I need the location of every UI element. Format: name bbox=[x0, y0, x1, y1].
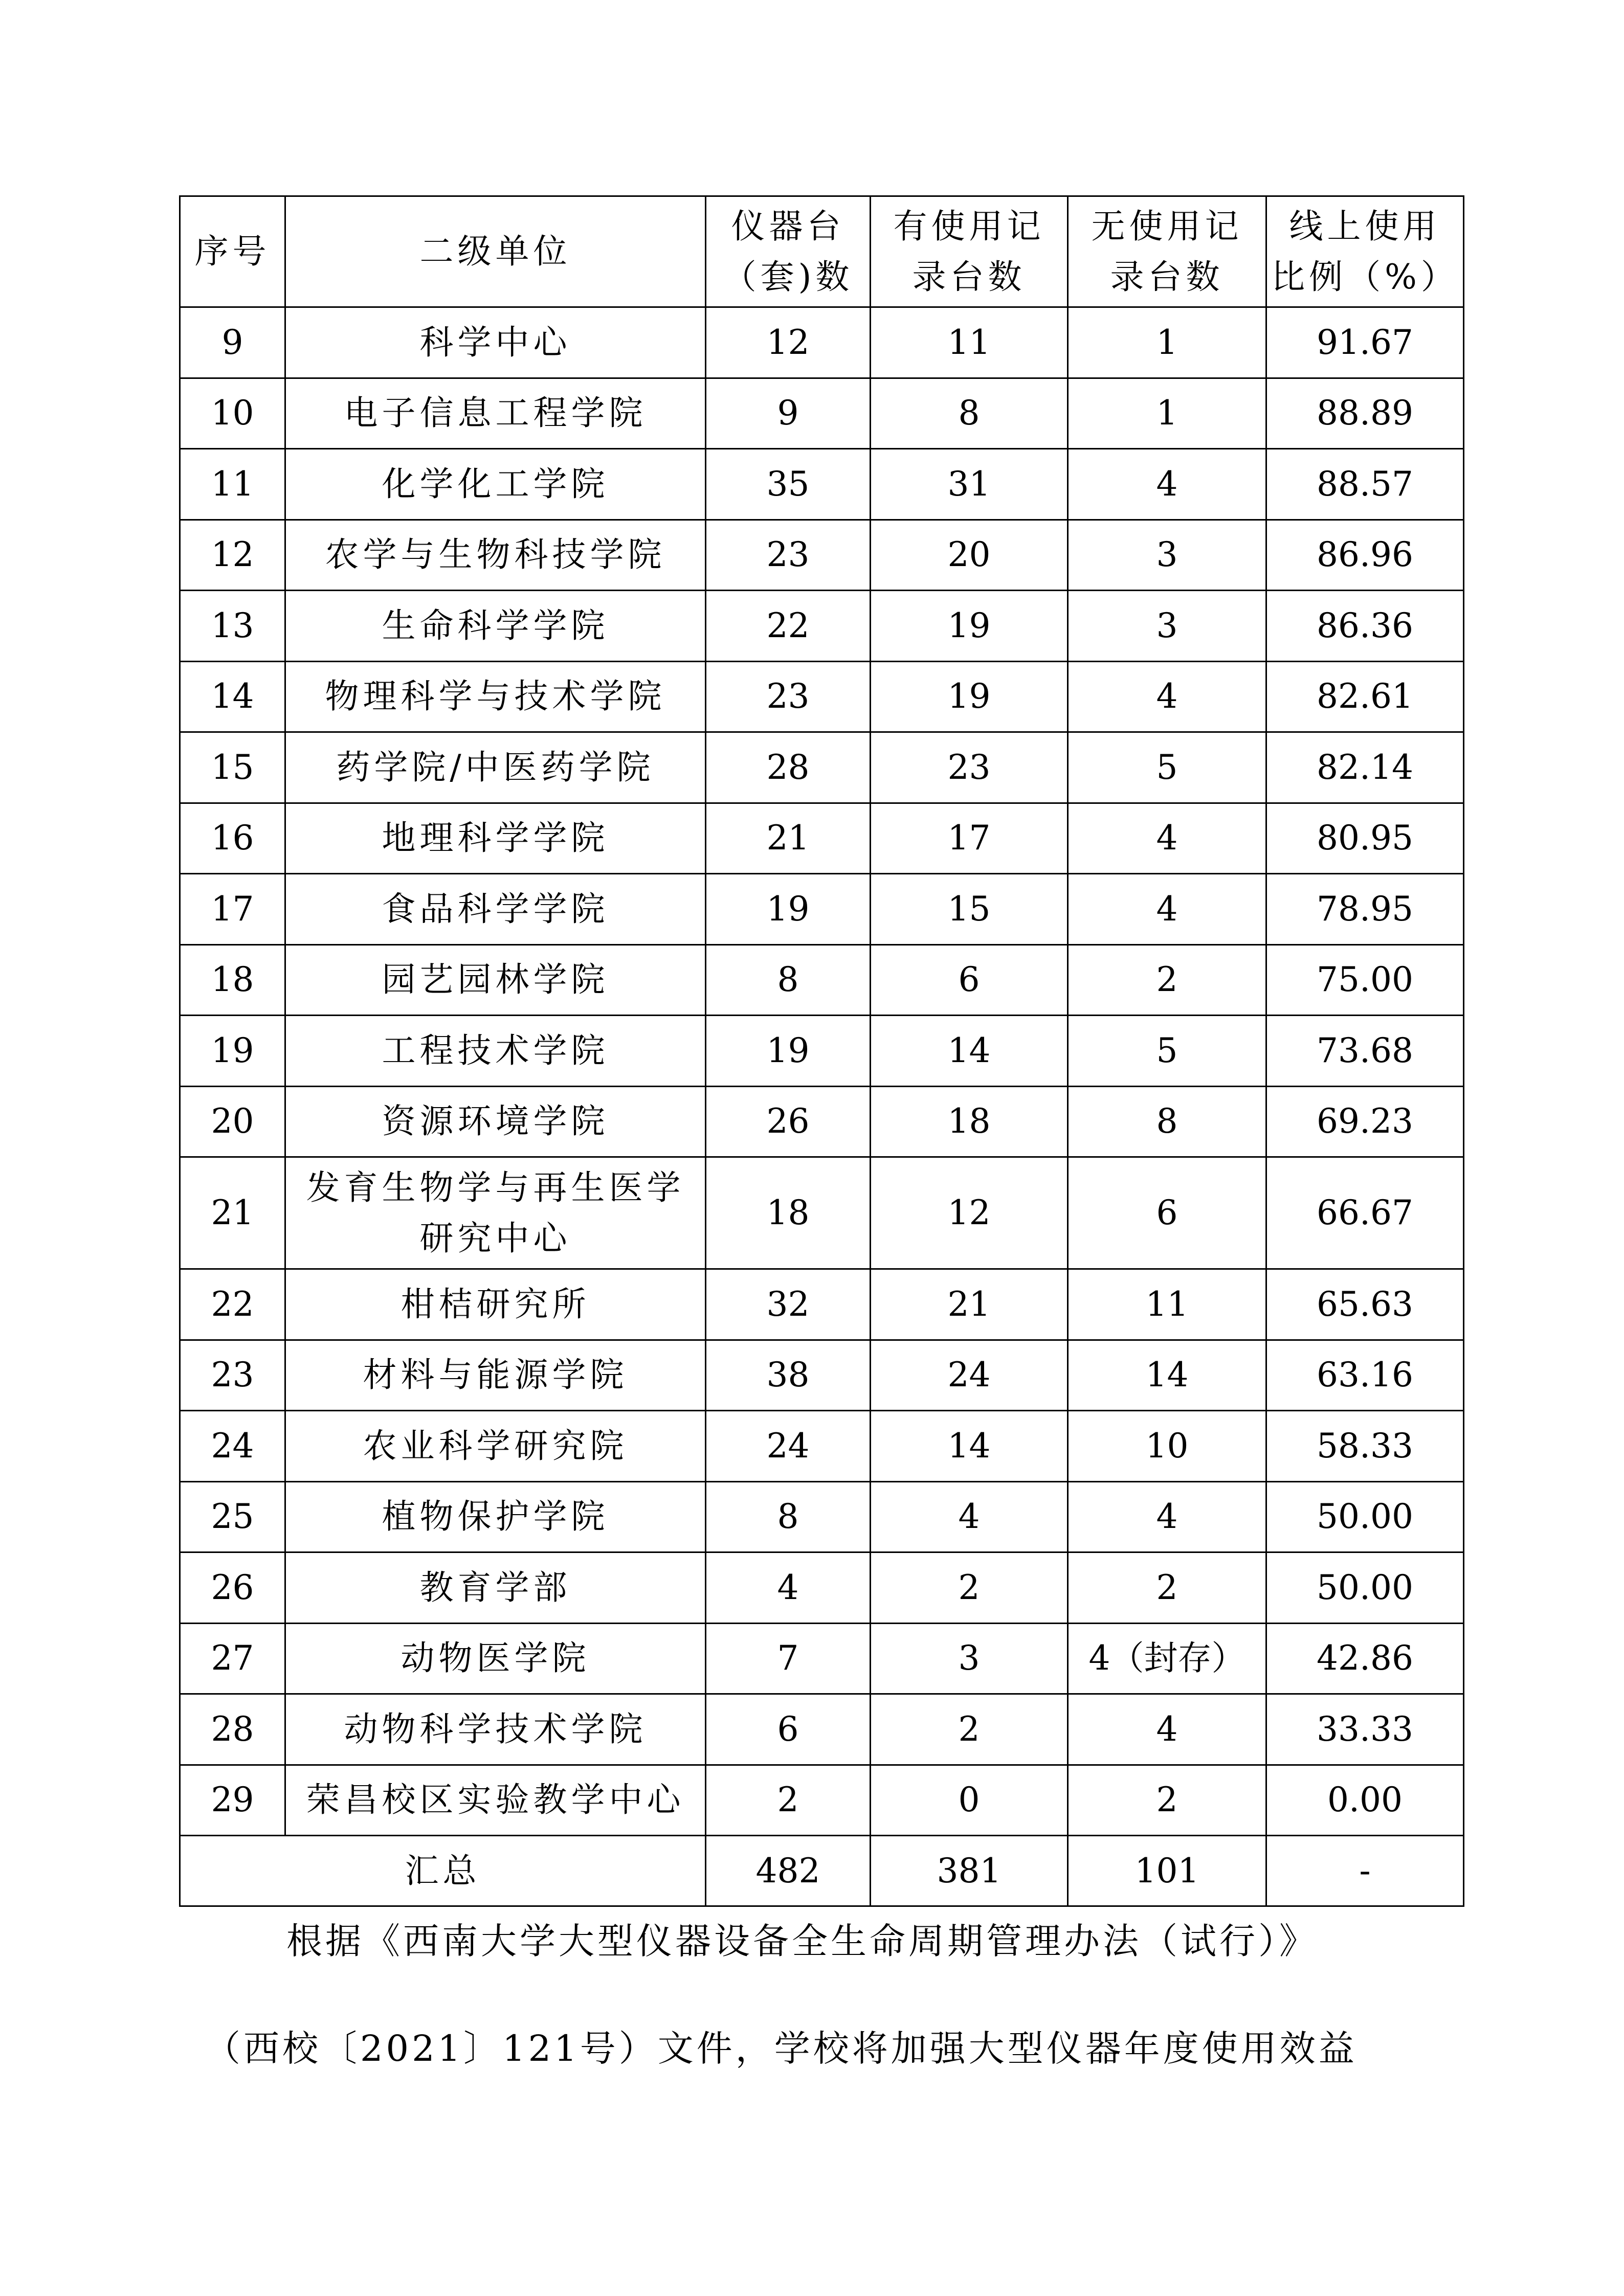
cell-unit: 农学与生物科技学院 bbox=[285, 520, 706, 591]
cell-no: 17 bbox=[180, 874, 285, 945]
summary-label: 汇总 bbox=[180, 1836, 706, 1906]
header-no: 序号 bbox=[180, 196, 285, 307]
cell-no: 13 bbox=[180, 591, 285, 662]
header-ratio bbox=[1266, 196, 1464, 307]
cell-unit-line2: 研究中心 bbox=[419, 1219, 571, 1258]
cell-unit: 电子信息工程学院 bbox=[285, 378, 706, 449]
table-row bbox=[180, 661, 1464, 732]
table-row bbox=[180, 1340, 1464, 1411]
cell-used: 0 bbox=[871, 1765, 1068, 1836]
cell-unused: 3 bbox=[1068, 591, 1266, 662]
cell-unit bbox=[285, 1157, 706, 1269]
header-used-line1: 有使用记 bbox=[893, 207, 1045, 246]
summary-unused: 101 bbox=[1068, 1836, 1266, 1906]
cell-used: 31 bbox=[871, 449, 1068, 520]
header-total-line1: 仪器台 bbox=[731, 207, 845, 246]
body-paragraph-line-2: （西校〔2021〕121号）文件，学校将加强大型仪器年度使用效益 bbox=[205, 2028, 1358, 2069]
table-row bbox=[180, 1157, 1464, 1269]
header-ratio-line1: 线上使用 bbox=[1289, 207, 1441, 246]
cell-unit: 食品科学学院 bbox=[285, 874, 706, 945]
cell-unused: 14 bbox=[1068, 1340, 1266, 1411]
cell-no: 27 bbox=[180, 1623, 285, 1694]
cell-unit: 化学化工学院 bbox=[285, 449, 706, 520]
cell-total: 28 bbox=[706, 732, 871, 803]
header-total-line2: （套)数 bbox=[722, 257, 854, 297]
cell-used: 2 bbox=[871, 1694, 1068, 1765]
cell-unused: 5 bbox=[1068, 732, 1266, 803]
summary-row bbox=[180, 1836, 1464, 1906]
cell-no: 16 bbox=[180, 803, 285, 874]
summary-used: 381 bbox=[871, 1836, 1068, 1906]
cell-no: 9 bbox=[180, 307, 285, 378]
cell-used: 8 bbox=[871, 378, 1068, 449]
cell-unit: 园艺园林学院 bbox=[285, 944, 706, 1016]
cell-unused: 2 bbox=[1068, 944, 1266, 1016]
table-row bbox=[180, 1481, 1464, 1552]
cell-no: 12 bbox=[180, 520, 285, 591]
cell-total: 8 bbox=[706, 944, 871, 1016]
cell-no: 29 bbox=[180, 1765, 285, 1836]
cell-ratio: 50.00 bbox=[1266, 1481, 1464, 1552]
cell-unit: 生命科学学院 bbox=[285, 591, 706, 662]
cell-unused: 11 bbox=[1068, 1269, 1266, 1340]
cell-ratio: 82.14 bbox=[1266, 732, 1464, 803]
cell-no: 20 bbox=[180, 1086, 285, 1157]
cell-unit: 动物科学技术学院 bbox=[285, 1694, 706, 1765]
cell-total: 12 bbox=[706, 307, 871, 378]
cell-total: 21 bbox=[706, 803, 871, 874]
cell-no: 19 bbox=[180, 1016, 285, 1087]
cell-total: 35 bbox=[706, 449, 871, 520]
cell-unused: 5 bbox=[1068, 1016, 1266, 1087]
cell-total: 7 bbox=[706, 1623, 871, 1694]
cell-unit: 材料与能源学院 bbox=[285, 1340, 706, 1411]
cell-no: 28 bbox=[180, 1694, 285, 1765]
cell-unit: 动物医学院 bbox=[285, 1623, 706, 1694]
cell-unit: 农业科学研究院 bbox=[285, 1411, 706, 1482]
cell-used: 14 bbox=[871, 1016, 1068, 1087]
cell-total: 8 bbox=[706, 1481, 871, 1552]
cell-unit: 物理科学与技术学院 bbox=[285, 661, 706, 732]
cell-ratio: 91.67 bbox=[1266, 307, 1464, 378]
cell-unit: 教育学部 bbox=[285, 1552, 706, 1624]
cell-no: 22 bbox=[180, 1269, 285, 1340]
table-row bbox=[180, 1623, 1464, 1694]
cell-total: 9 bbox=[706, 378, 871, 449]
cell-unit: 资源环境学院 bbox=[285, 1086, 706, 1157]
cell-ratio: 75.00 bbox=[1266, 944, 1464, 1016]
cell-unit: 植物保护学院 bbox=[285, 1481, 706, 1552]
cell-total: 32 bbox=[706, 1269, 871, 1340]
cell-ratio: 69.23 bbox=[1266, 1086, 1464, 1157]
cell-used: 20 bbox=[871, 520, 1068, 591]
header-used bbox=[871, 196, 1068, 307]
table-row bbox=[180, 874, 1464, 945]
table-row bbox=[180, 378, 1464, 449]
cell-unused: 1 bbox=[1068, 307, 1266, 378]
header-unused bbox=[1068, 196, 1266, 307]
cell-used: 11 bbox=[871, 307, 1068, 378]
table-row bbox=[180, 1552, 1464, 1624]
cell-used: 3 bbox=[871, 1623, 1068, 1694]
cell-unused: 4 bbox=[1068, 449, 1266, 520]
cell-unused: 4（封存） bbox=[1068, 1623, 1266, 1694]
cell-no: 23 bbox=[180, 1340, 285, 1411]
cell-ratio: 86.96 bbox=[1266, 520, 1464, 591]
table-row bbox=[180, 520, 1464, 591]
cell-no: 24 bbox=[180, 1411, 285, 1482]
cell-unused: 6 bbox=[1068, 1157, 1266, 1269]
cell-total: 23 bbox=[706, 520, 871, 591]
cell-total: 19 bbox=[706, 1016, 871, 1087]
header-used-line2: 录台数 bbox=[912, 257, 1026, 297]
cell-used: 14 bbox=[871, 1411, 1068, 1482]
header-unit: 二级单位 bbox=[285, 196, 706, 307]
cell-no: 14 bbox=[180, 661, 285, 732]
cell-unit: 药学院/中医药学院 bbox=[285, 732, 706, 803]
cell-no: 21 bbox=[180, 1157, 285, 1269]
table-row bbox=[180, 803, 1464, 874]
cell-total: 22 bbox=[706, 591, 871, 662]
cell-total: 23 bbox=[706, 661, 871, 732]
cell-unused: 4 bbox=[1068, 874, 1266, 945]
cell-unit: 柑桔研究所 bbox=[285, 1269, 706, 1340]
table-row bbox=[180, 449, 1464, 520]
cell-no: 26 bbox=[180, 1552, 285, 1624]
cell-unused: 2 bbox=[1068, 1552, 1266, 1624]
cell-unused: 4 bbox=[1068, 803, 1266, 874]
cell-used: 24 bbox=[871, 1340, 1068, 1411]
cell-used: 6 bbox=[871, 944, 1068, 1016]
summary-total: 482 bbox=[706, 1836, 871, 1906]
cell-ratio: 66.67 bbox=[1266, 1157, 1464, 1269]
cell-ratio: 73.68 bbox=[1266, 1016, 1464, 1087]
table-row bbox=[180, 1269, 1464, 1340]
cell-ratio: 33.33 bbox=[1266, 1694, 1464, 1765]
cell-unused: 3 bbox=[1068, 520, 1266, 591]
cell-ratio: 63.16 bbox=[1266, 1340, 1464, 1411]
cell-used: 18 bbox=[871, 1086, 1068, 1157]
cell-ratio: 65.63 bbox=[1266, 1269, 1464, 1340]
instrument-usage-table bbox=[179, 195, 1464, 1907]
table-row bbox=[180, 307, 1464, 378]
cell-used: 4 bbox=[871, 1481, 1068, 1552]
cell-unit-line1: 发育生物学与再生医学 bbox=[306, 1168, 685, 1207]
cell-used: 19 bbox=[871, 591, 1068, 662]
cell-used: 2 bbox=[871, 1552, 1068, 1624]
cell-ratio: 50.00 bbox=[1266, 1552, 1464, 1624]
header-ratio-line2: 比例（%） bbox=[1271, 257, 1459, 297]
header-unused-line2: 录台数 bbox=[1110, 257, 1224, 297]
cell-no: 10 bbox=[180, 378, 285, 449]
cell-unit: 工程技术学院 bbox=[285, 1016, 706, 1087]
table-row bbox=[180, 1411, 1464, 1482]
cell-total: 38 bbox=[706, 1340, 871, 1411]
table-header-row bbox=[180, 196, 1464, 307]
cell-used: 15 bbox=[871, 874, 1068, 945]
cell-ratio: 80.95 bbox=[1266, 803, 1464, 874]
cell-unused: 4 bbox=[1068, 1481, 1266, 1552]
cell-ratio: 88.57 bbox=[1266, 449, 1464, 520]
cell-ratio: 58.33 bbox=[1266, 1411, 1464, 1482]
cell-ratio: 88.89 bbox=[1266, 378, 1464, 449]
cell-used: 19 bbox=[871, 661, 1068, 732]
cell-total: 4 bbox=[706, 1552, 871, 1624]
cell-unused: 4 bbox=[1068, 1694, 1266, 1765]
cell-unused: 2 bbox=[1068, 1765, 1266, 1836]
table-row bbox=[180, 944, 1464, 1016]
header-total bbox=[706, 196, 871, 307]
table-row bbox=[180, 1086, 1464, 1157]
cell-used: 23 bbox=[871, 732, 1068, 803]
cell-total: 24 bbox=[706, 1411, 871, 1482]
cell-ratio: 86.36 bbox=[1266, 591, 1464, 662]
table-row bbox=[180, 591, 1464, 662]
cell-used: 17 bbox=[871, 803, 1068, 874]
table-row bbox=[180, 732, 1464, 803]
header-unused-line1: 无使用记 bbox=[1091, 207, 1243, 246]
body-paragraph-line-1: 根据《西南大学大型仪器设备全生命周期管理办法（试行）》 bbox=[286, 1920, 1318, 1962]
cell-unit: 荣昌校区实验教学中心 bbox=[285, 1765, 706, 1836]
cell-no: 15 bbox=[180, 732, 285, 803]
cell-total: 6 bbox=[706, 1694, 871, 1765]
cell-no: 25 bbox=[180, 1481, 285, 1552]
cell-total: 18 bbox=[706, 1157, 871, 1269]
cell-unit: 科学中心 bbox=[285, 307, 706, 378]
summary-ratio: - bbox=[1266, 1836, 1464, 1906]
cell-unused: 4 bbox=[1068, 661, 1266, 732]
cell-used: 12 bbox=[871, 1157, 1068, 1269]
cell-unused: 10 bbox=[1068, 1411, 1266, 1482]
table-row bbox=[180, 1765, 1464, 1836]
cell-no: 11 bbox=[180, 449, 285, 520]
cell-ratio: 78.95 bbox=[1266, 874, 1464, 945]
cell-total: 2 bbox=[706, 1765, 871, 1836]
cell-total: 26 bbox=[706, 1086, 871, 1157]
table-row bbox=[180, 1016, 1464, 1087]
cell-no: 18 bbox=[180, 944, 285, 1016]
cell-ratio: 82.61 bbox=[1266, 661, 1464, 732]
cell-used: 21 bbox=[871, 1269, 1068, 1340]
cell-unit: 地理科学学院 bbox=[285, 803, 706, 874]
cell-unused: 8 bbox=[1068, 1086, 1266, 1157]
cell-total: 19 bbox=[706, 874, 871, 945]
cell-unused: 1 bbox=[1068, 378, 1266, 449]
cell-ratio: 0.00 bbox=[1266, 1765, 1464, 1836]
cell-ratio: 42.86 bbox=[1266, 1623, 1464, 1694]
table-row bbox=[180, 1694, 1464, 1765]
